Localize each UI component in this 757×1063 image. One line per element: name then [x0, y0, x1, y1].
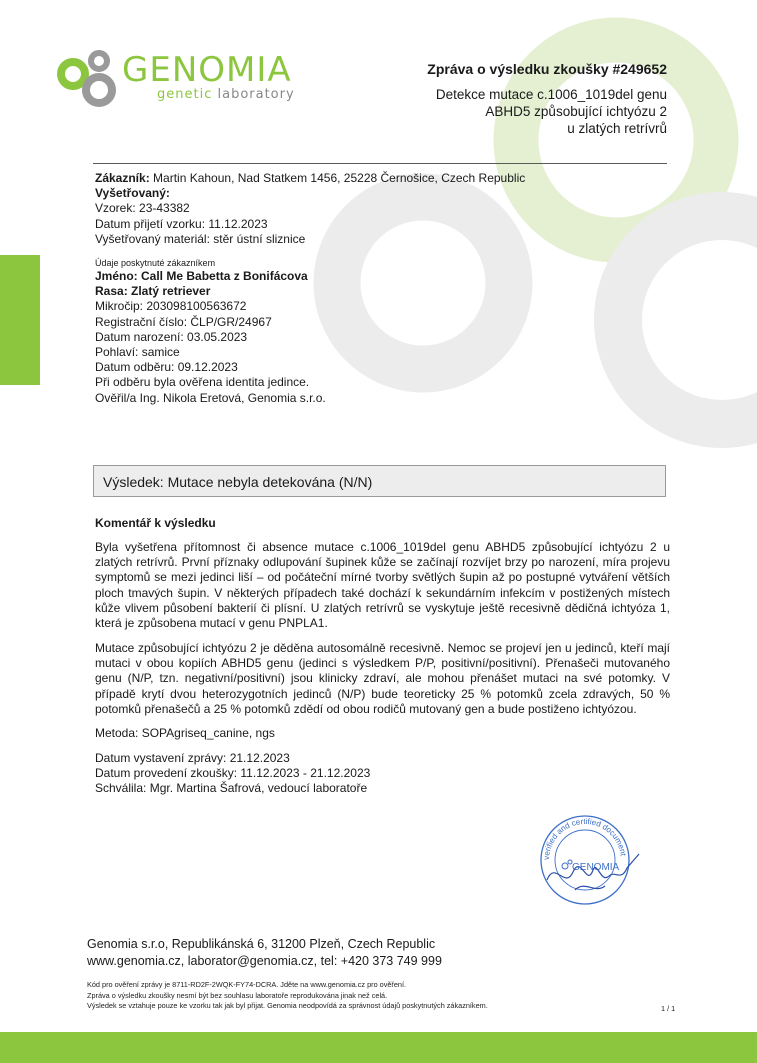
provided-data-note: Údaje poskytnuté zákazníkem — [95, 258, 216, 268]
animal-sex: Pohlaví: samice — [95, 345, 180, 360]
logo-subtitle — [157, 88, 295, 102]
liability-note: Výsledek se vztahuje pouze ke vzorku tak jak byl přijat. Genomia neodpovídá za správnost údajů poskytnutých zákazníkem. — [87, 1001, 488, 1010]
animal-birth-date: Datum narození: 03.05.2023 — [95, 329, 248, 344]
genomia-logo-icon — [55, 46, 125, 110]
footer-address-block — [87, 936, 442, 970]
footer-contact: www.genomia.cz, laborator@genomia.cz, tel: +420 373 749 999 — [87, 954, 442, 968]
reproduction-note: Zpráva o výsledku zkoušky nesmí být bez souhlasu laboratoře reprodukována jinak než celá. — [87, 990, 388, 1000]
animal-name: Jméno: Call Me Babetta z Bonifácova — [95, 269, 308, 283]
animal-chip: Mikročip: 203098100563672 — [95, 299, 247, 314]
footer-address: Genomia s.r.o, Republikánská 6, 31200 Plzeň, Czech Republic — [87, 937, 436, 951]
comment-title: Komentář k výsledku — [95, 516, 216, 530]
identity-note: Při odběru byla ověřena identita jedince. — [95, 375, 310, 390]
examined-label: Vyšetřovaný: — [95, 186, 170, 201]
report-subtitle-line-1: Detekce mutace c.1006_1019del genu — [435, 87, 667, 102]
customer-line — [95, 171, 525, 186]
customer-value: Martin Kahoun, Nad Statkem 1456, 25228 Černošice, Czech Republic — [149, 171, 526, 185]
animal-info — [95, 258, 326, 406]
issued-date: Datum vystavení zprávy: 21.12.2023 — [95, 751, 290, 765]
animal-registration: Registrační číslo: ČLP/GR/24967 — [95, 314, 272, 329]
background-circle-gray-right — [618, 216, 757, 424]
comment-paragraph-1: Byla vyšetřena přítomnost či absence mutace c.1006_1019del genu ABHD5 způsobující ichtyózu 2 u zlatých retrívrů. První příznaky odlupování šupinek kůže se začínají rozvíjet brzy po narození, míra projevu symptomů se mezi jedinci liší – od počáteční mírné tvorby světlých šupin až po postupné vytváření větších ploch tmavých šupin. V některých případech také dochází k sekundárním infekcím v postižených místech kůže vlivem působení bakterií či plísní. U zlatých retrívrů se vyskytuje ještě recesivně dědičná ichtyóza 1, která je způsobena mutací v genu PNPLA1. — [95, 540, 670, 631]
verified-by: Ověřil/a Ing. Nikola Eretová, Genomia s.r.o. — [95, 390, 326, 405]
logo-sub-genetic: genetic — [157, 87, 213, 102]
certification-stamp — [535, 810, 647, 910]
animal-breed: Rasa: Zlatý retriever — [95, 284, 211, 299]
received-date: Datum přijetí vzorku: 11.12.2023 — [95, 216, 268, 231]
header-divider — [93, 163, 667, 164]
page-number: 1 / 1 — [661, 1004, 676, 1013]
logo-sub-laboratory: laboratory — [217, 87, 295, 102]
stamp-center-text: GENOMIA — [572, 862, 620, 873]
verification-code-note: Kód pro ověření zprávy je 8711-RD2F-2WQK-FY74-DCRA. Jděte na www.genomia.cz pro ověření. — [87, 980, 407, 989]
left-accent-bar — [0, 255, 40, 385]
stamp-ring-text: verified and certified document — [541, 816, 628, 861]
sample-material: Vyšetřovaný materiál: stěr ústní sliznice — [95, 231, 306, 246]
approved-by: Schválila: Mgr. Martina Šafrová, vedoucí laboratoře — [95, 781, 368, 795]
logo-wordmark: GENOMIA — [122, 50, 292, 90]
report-title: Zpráva o výsledku zkoušky #249652 — [427, 61, 667, 77]
report-subtitle-line-2: ABHD5 způsobující ichtyózu 2 — [485, 104, 667, 119]
report-subtitle — [367, 86, 667, 137]
bottom-green-bar — [0, 1032, 757, 1063]
sample-id: Vzorek: 23-43382 — [95, 201, 190, 216]
comment-paragraph-2: Mutace způsobující ichtyózu 2 je děděna autosomálně recesivně. Nemoc se projeví jen u jedinců, kteří mají mutaci v obou kopiích ABHD5 genu (jedinci s výsledkem P/P, positivní/positivní). Přenašeči mutovaného genu (N/P, tzn. negativní/positivní) jsou klinicky zdraví, ale mohou přenášet mutaci na své potomky. V případě krytí dvou heterozygotních jedinců (N/P) bude teoreticky 25 % potomků zcela zdravých, 50 % potomků přenašečů a 25 % potomků zdědí od obou rodičů mutovaný gen a bude postiženo ichtyózou. — [95, 641, 670, 716]
customer-info — [95, 171, 525, 247]
collection-date: Datum odběru: 09.12.2023 — [95, 360, 238, 375]
method: Metoda: SOPAgriseq_canine, ngs — [95, 726, 275, 740]
result-box: Výsledek: Mutace nebyla detekována (N/N) — [93, 465, 666, 497]
performed-dates: Datum provedení zkoušky: 11.12.2023 - 21.12.2023 — [95, 766, 371, 780]
report-subtitle-line-3: u zlatých retrívrů — [567, 121, 667, 136]
customer-label: Zákazník: — [95, 171, 150, 185]
footer-notes — [87, 980, 488, 1012]
